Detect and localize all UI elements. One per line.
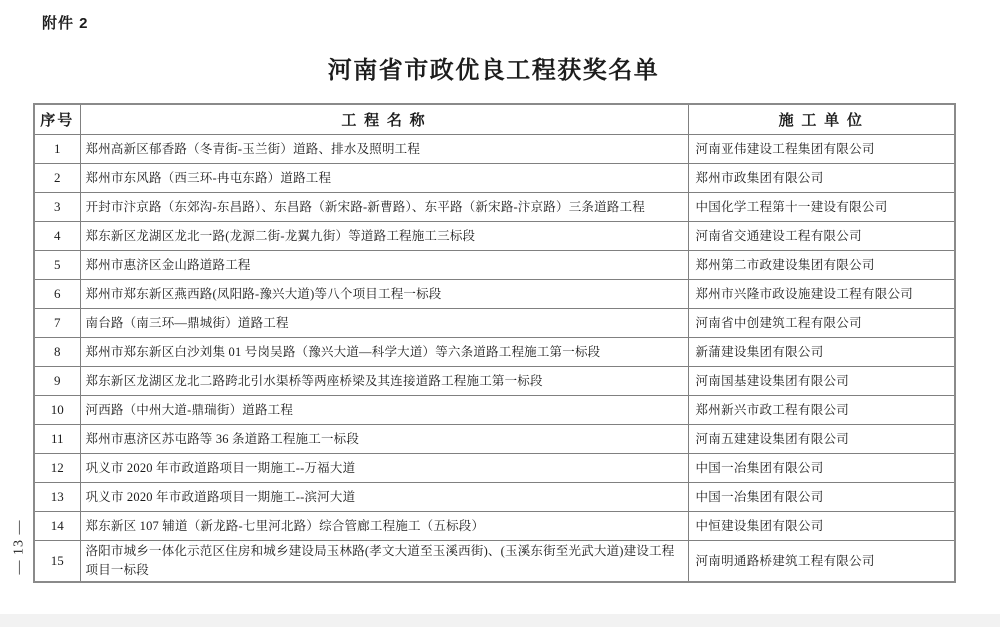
table-row xyxy=(34,454,955,483)
cell-project: 郑州高新区郁香路（冬青街-玉兰街）道路、排水及照明工程 xyxy=(80,135,688,164)
table-row xyxy=(34,309,955,338)
cell-project: 郑州市惠济区苏屯路等 36 条道路工程施工一标段 xyxy=(80,425,688,454)
cell-project: 郑州市郑东新区白沙刘集 01 号岗吴路（豫兴大道—科学大道）等六条道路工程施工第一标段 xyxy=(80,338,688,367)
cell-company: 中国一冶集团有限公司 xyxy=(688,454,955,483)
cell-project: 巩义市 2020 年市政道路项目一期施工--万福大道 xyxy=(80,454,688,483)
table-row xyxy=(34,396,955,425)
cell-project: 洛阳市城乡一体化示范区住房和城乡建设局玉林路(孝文大道至玉溪西街)、(玉溪东街至光武大道)建设工程项目一标段 xyxy=(80,541,688,583)
table-row xyxy=(34,251,955,280)
cell-company: 河南亚伟建设工程集团有限公司 xyxy=(688,135,955,164)
header-no: 序号 xyxy=(34,104,80,135)
cell-no: 10 xyxy=(34,396,80,425)
cell-company: 河南国基建设集团有限公司 xyxy=(688,367,955,396)
cell-no: 2 xyxy=(34,164,80,193)
award-table xyxy=(33,103,956,583)
cell-project: 郑东新区龙湖区龙北一路(龙源二街-龙翼九街）等道路工程施工三标段 xyxy=(80,222,688,251)
award-table-body xyxy=(34,135,955,583)
cell-no: 5 xyxy=(34,251,80,280)
table-header-row xyxy=(34,104,955,135)
cell-company: 郑州第二市政建设集团有限公司 xyxy=(688,251,955,280)
cell-company: 郑州市兴隆市政设施建设工程有限公司 xyxy=(688,280,955,309)
cell-company: 河南省交通建设工程有限公司 xyxy=(688,222,955,251)
table-row xyxy=(34,135,955,164)
cell-project: 郑州市惠济区金山路道路工程 xyxy=(80,251,688,280)
cell-no: 12 xyxy=(34,454,80,483)
page-number-text: — 13 — xyxy=(11,519,26,575)
attachment-label: 附件 2 xyxy=(42,15,89,32)
cell-company: 新蒲建设集团有限公司 xyxy=(688,338,955,367)
table-row xyxy=(34,338,955,367)
cell-project: 郑州市郑东新区燕西路(凤阳路-豫兴大道)等八个项目工程一标段 xyxy=(80,280,688,309)
cell-no: 1 xyxy=(34,135,80,164)
cell-company: 中国化学工程第十一建设有限公司 xyxy=(688,193,955,222)
cell-company: 河南明通路桥建筑工程有限公司 xyxy=(688,541,955,583)
table-row xyxy=(34,425,955,454)
page-title: 河南省市政优良工程获奖名单 xyxy=(327,57,660,84)
table-row xyxy=(34,541,955,583)
cell-project: 郑东新区龙湖区龙北二路跨北引水渠桥等两座桥梁及其连接道路工程施工第一标段 xyxy=(80,367,688,396)
table-row xyxy=(34,512,955,541)
cell-project: 南台路（南三环—鼎城街）道路工程 xyxy=(80,309,688,338)
cell-no: 13 xyxy=(34,483,80,512)
cell-company: 河南五建建设集团有限公司 xyxy=(688,425,955,454)
cell-company: 中恒建设集团有限公司 xyxy=(688,512,955,541)
cell-company: 河南省中创建筑工程有限公司 xyxy=(688,309,955,338)
cell-no: 7 xyxy=(34,309,80,338)
cell-company: 郑州新兴市政工程有限公司 xyxy=(688,396,955,425)
cell-company: 郑州市政集团有限公司 xyxy=(688,164,955,193)
header-construction-unit: 施 工 单 位 xyxy=(688,104,955,135)
cell-project: 开封市汴京路（东郊沟-东昌路）、东昌路（新宋路-新曹路）、东平路（新宋路-汴京路）三条道路工程 xyxy=(80,193,688,222)
table-row xyxy=(34,280,955,309)
cell-project: 河西路（中州大道-鼎瑞街）道路工程 xyxy=(80,396,688,425)
cell-no: 9 xyxy=(34,367,80,396)
header-project-name: 工 程 名 称 xyxy=(80,104,688,135)
table-row xyxy=(34,483,955,512)
cell-no: 14 xyxy=(34,512,80,541)
table-row xyxy=(34,193,955,222)
cell-no: 3 xyxy=(34,193,80,222)
cell-project: 巩义市 2020 年市政道路项目一期施工--滨河大道 xyxy=(80,483,688,512)
cell-company: 中国一冶集团有限公司 xyxy=(688,483,955,512)
table-row xyxy=(34,164,955,193)
table-row xyxy=(34,222,955,251)
cell-no: 4 xyxy=(34,222,80,251)
cell-no: 8 xyxy=(34,338,80,367)
cell-no: 6 xyxy=(34,280,80,309)
cell-no: 11 xyxy=(34,425,80,454)
cell-project: 郑东新区 107 辅道（新龙路-七里河北路）综合管廊工程施工（五标段） xyxy=(80,512,688,541)
page-edge xyxy=(0,614,1000,627)
cell-project: 郑州市东风路（西三环-冉屯东路）道路工程 xyxy=(80,164,688,193)
cell-no: 15 xyxy=(34,541,80,583)
table-row xyxy=(34,367,955,396)
